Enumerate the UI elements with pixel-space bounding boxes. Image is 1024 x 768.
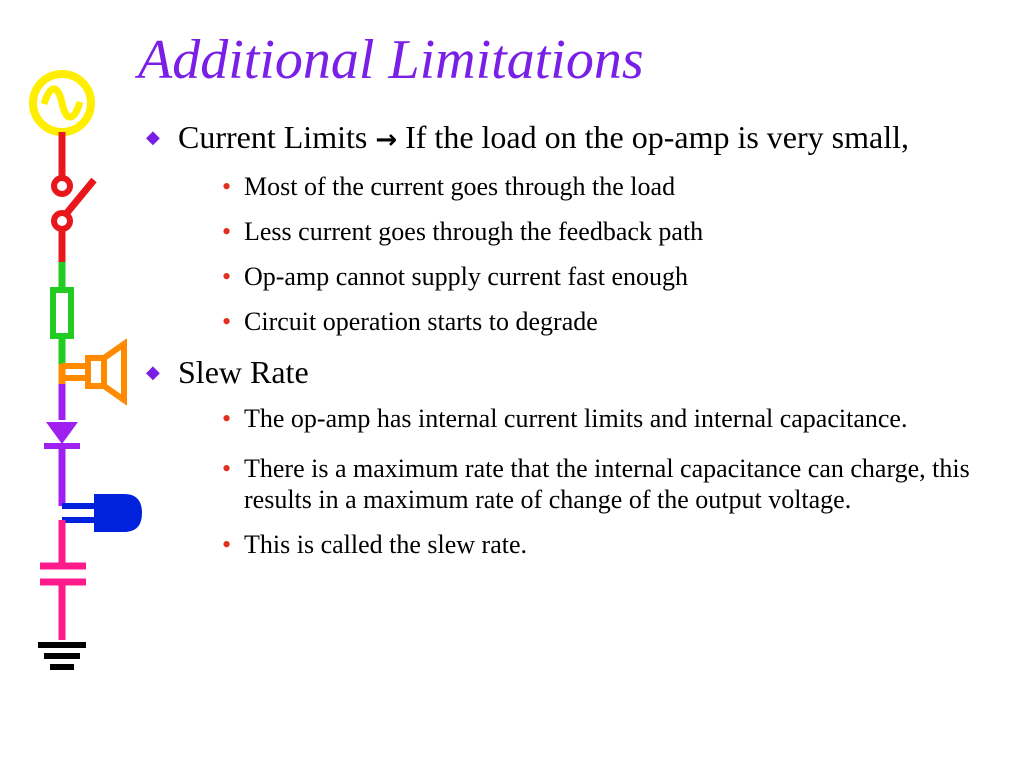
slide-content	[146, 118, 1006, 560]
switch-icon	[54, 132, 94, 262]
lamp-icon	[62, 494, 142, 532]
resistor-icon	[53, 262, 71, 364]
sub-bullet	[222, 261, 984, 292]
sub-bullet-dot: •	[222, 307, 232, 336]
arrow-right-icon: →	[375, 125, 398, 155]
sub-bullet-dot: •	[222, 454, 232, 483]
sub-bullet-text: Less current goes through the feedback path	[244, 217, 704, 246]
diamond-bullet-icon: ◆	[146, 362, 160, 382]
sub-bullet	[222, 453, 984, 515]
bullet-slew-rate	[146, 353, 1006, 391]
sub-bullet-dot: •	[222, 217, 232, 246]
sub-bullet	[222, 216, 984, 247]
sub-bullet-text: The op-amp has internal current limits and internal capacitance.	[244, 404, 908, 433]
slide-title: Additional Limitations	[138, 29, 644, 91]
sub-bullet-text: Op-amp cannot supply current fast enough	[244, 262, 689, 291]
bullet-text-after: If the load on the op-amp is very small,	[405, 119, 909, 155]
sub-bullet	[222, 403, 984, 434]
sub-bullet-text: There is a maximum rate that the internal capacitance can charge, this results in a maximum rate of change of the output voltage.	[244, 454, 970, 514]
capacitor-icon	[40, 520, 86, 640]
speaker-icon	[62, 344, 124, 400]
ac-source-icon	[33, 74, 91, 132]
diamond-bullet-icon: ◆	[146, 127, 160, 147]
sub-bullet-dot: •	[222, 172, 232, 201]
sub-bullet	[222, 306, 984, 337]
sub-bullet-dot: •	[222, 530, 232, 559]
sub-bullet	[222, 529, 984, 560]
sub-bullet	[222, 171, 984, 202]
ground-icon	[38, 645, 86, 667]
bullet-current-limits	[146, 118, 1006, 159]
bullet-text: Slew Rate	[178, 354, 309, 390]
sub-bullet-text: Circuit operation starts to degrade	[244, 307, 598, 336]
sub-bullet-dot: •	[222, 404, 232, 433]
diode-icon	[44, 384, 80, 506]
sub-bullet-text: Most of the current goes through the load	[244, 172, 676, 201]
sub-bullet-dot: •	[222, 262, 232, 291]
sub-bullet-text: This is called the slew rate.	[244, 530, 528, 559]
bullet-text-before: Current Limits	[178, 119, 368, 155]
circuit-decoration	[0, 0, 160, 768]
